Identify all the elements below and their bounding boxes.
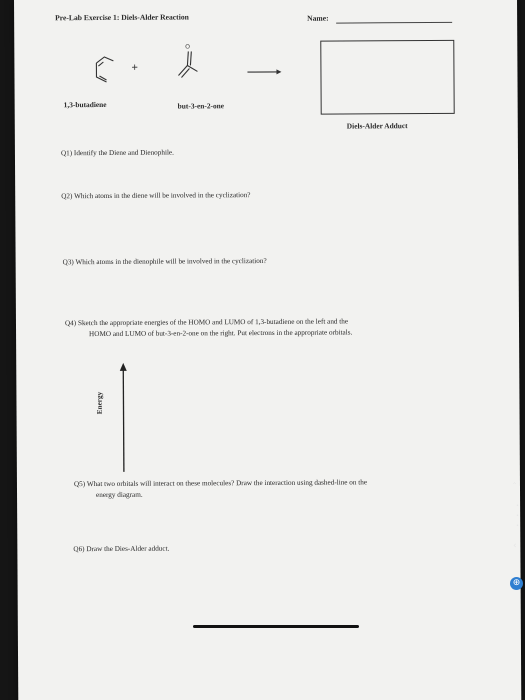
question-1: Q1) Identify the Diene and Dienophile. <box>60 148 174 158</box>
viewer-side-controls <box>511 470 525 580</box>
question-4-line-1: Q4) Sketch the appropriate energies of the HOMO and LUMO of 1,3-butadiene on the left and the <box>64 317 349 328</box>
worksheet-page <box>14 0 521 700</box>
dot-icon[interactable]: • <box>516 503 519 509</box>
question-5-line-2: energy diagram. <box>96 490 143 500</box>
home-indicator-bar[interactable] <box>193 625 359 628</box>
product-answer-box <box>320 40 454 115</box>
butenone-structure <box>178 51 197 77</box>
question-4-line-2: HOMO and LUMO of but-3-en-2-one on the right. Put electrons in the appropriate orbitals. <box>89 328 353 339</box>
butadiene-structure <box>96 57 113 82</box>
product-label: Diels-Alder Adduct <box>346 121 408 131</box>
name-label: Name: <box>307 13 329 23</box>
dot-icon[interactable]: • <box>516 513 519 519</box>
zoom-icon[interactable]: ⊕ <box>510 577 523 590</box>
question-2: Q2) Which atoms in the diene will be involved in the cyclization? <box>61 191 251 201</box>
question-5-line-1: Q5) What two orbitals will interact on these molecules? Draw the interaction using dashed-line on the <box>73 478 368 489</box>
worksheet-title: Pre-Lab Exercise 1: Diels-Alder Reaction <box>55 12 189 23</box>
dot-icon[interactable]: • <box>516 523 519 529</box>
chevron-left-icon[interactable]: ‹ <box>513 541 517 551</box>
question-6: Q6) Draw the Dies-Alder adduct. <box>73 544 170 554</box>
chevron-up-icon[interactable]: ‸ <box>513 475 517 485</box>
energy-axis-label: Energy <box>95 391 104 415</box>
question-3: Q3) Which atoms in the dienophile will be involved in the cyclization? <box>62 256 267 267</box>
energy-axis-arrow <box>120 363 128 472</box>
reaction-arrow <box>247 69 281 74</box>
carbonyl-oxygen-label: O <box>185 44 190 51</box>
diene-label: 1,3-butadiene <box>63 99 107 110</box>
plus-sign: + <box>131 61 138 74</box>
dienophile-label: but-3-en-2-one <box>177 101 225 111</box>
